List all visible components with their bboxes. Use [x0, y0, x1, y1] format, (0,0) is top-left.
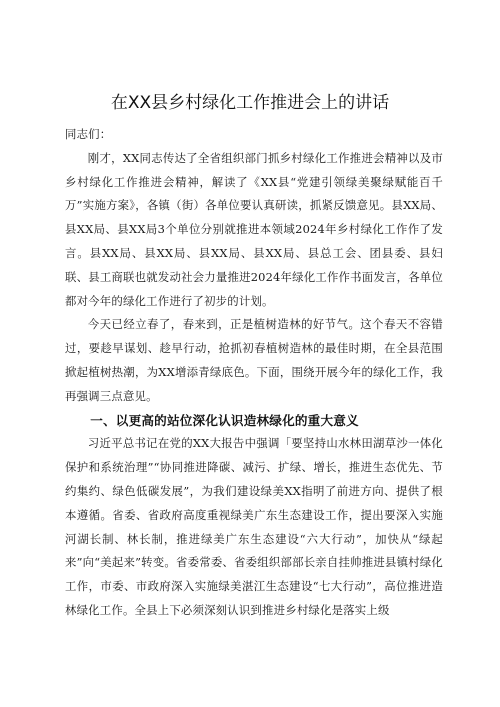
document-title: 在XX县乡村绿化工作推进会上的讲话	[110, 93, 390, 113]
salutation: 同志们：	[65, 127, 112, 141]
section-heading: 一、以更高的站位深化认识造林绿化的重大意义	[90, 412, 359, 428]
paragraph: 今天已经立春了，春来到，正是植树造林的好节气。这个春天不容错过，要趁早谋划、趁早行动，抢抓初春植树造林的最佳时期，在全县范围掀起植树热潮，为XX增添青绿底色。下面，围绕开展今年的绿化工作，我再强调三点意见。	[65, 317, 443, 403]
document-body	[65, 123, 443, 623]
paragraph: 刚才，XX同志传达了全省组织部门抓乡村绿化工作推进会精神以及市乡村绿化工作推进会精神，解读了《XX县“党建引领绿美聚绿赋能百千万”实施方案》，各镇（街）各单位要认真研读，抓紧反馈意见。县XX局、县XX局、县XX局3个单位分别就推进本领域2024年乡村绿化工作作了发言。县XX局、县XX局、县XX局、县XX局、县总工会、团县委、县妇联、县工商联也就发动社会力量推进2024年绿化工作作书面发言，各单位都对今年的绿化工作进行了初步的计划。	[65, 150, 443, 308]
paragraph: 习近平总书记在党的XX大报告中强调「要坚持山水林田湖草沙一体化保护和系统治理”“协同推进降碳、减污、扩绿、增长，推进生态优先、节约集约、绿色低碳发展”，为我们建设绿美XX指明了前进方向、提供了根本遵循。省委、省政府高度重视绿美广东生态建设工作，提出要深入实施河湖长制、林长制，推进绿美广东生态建设“六大行动”，加快从“绿起来”向“美起来”转变。省委常委、省委组织部部长亲自挂帅推进县镇村绿化工作，市委、市政府深入实施绿美湛江生态建设“七大行动”，高位推进造林绿化工作。全县上下必须深刻认识到推进乡村绿化是落实上级	[65, 436, 443, 617]
